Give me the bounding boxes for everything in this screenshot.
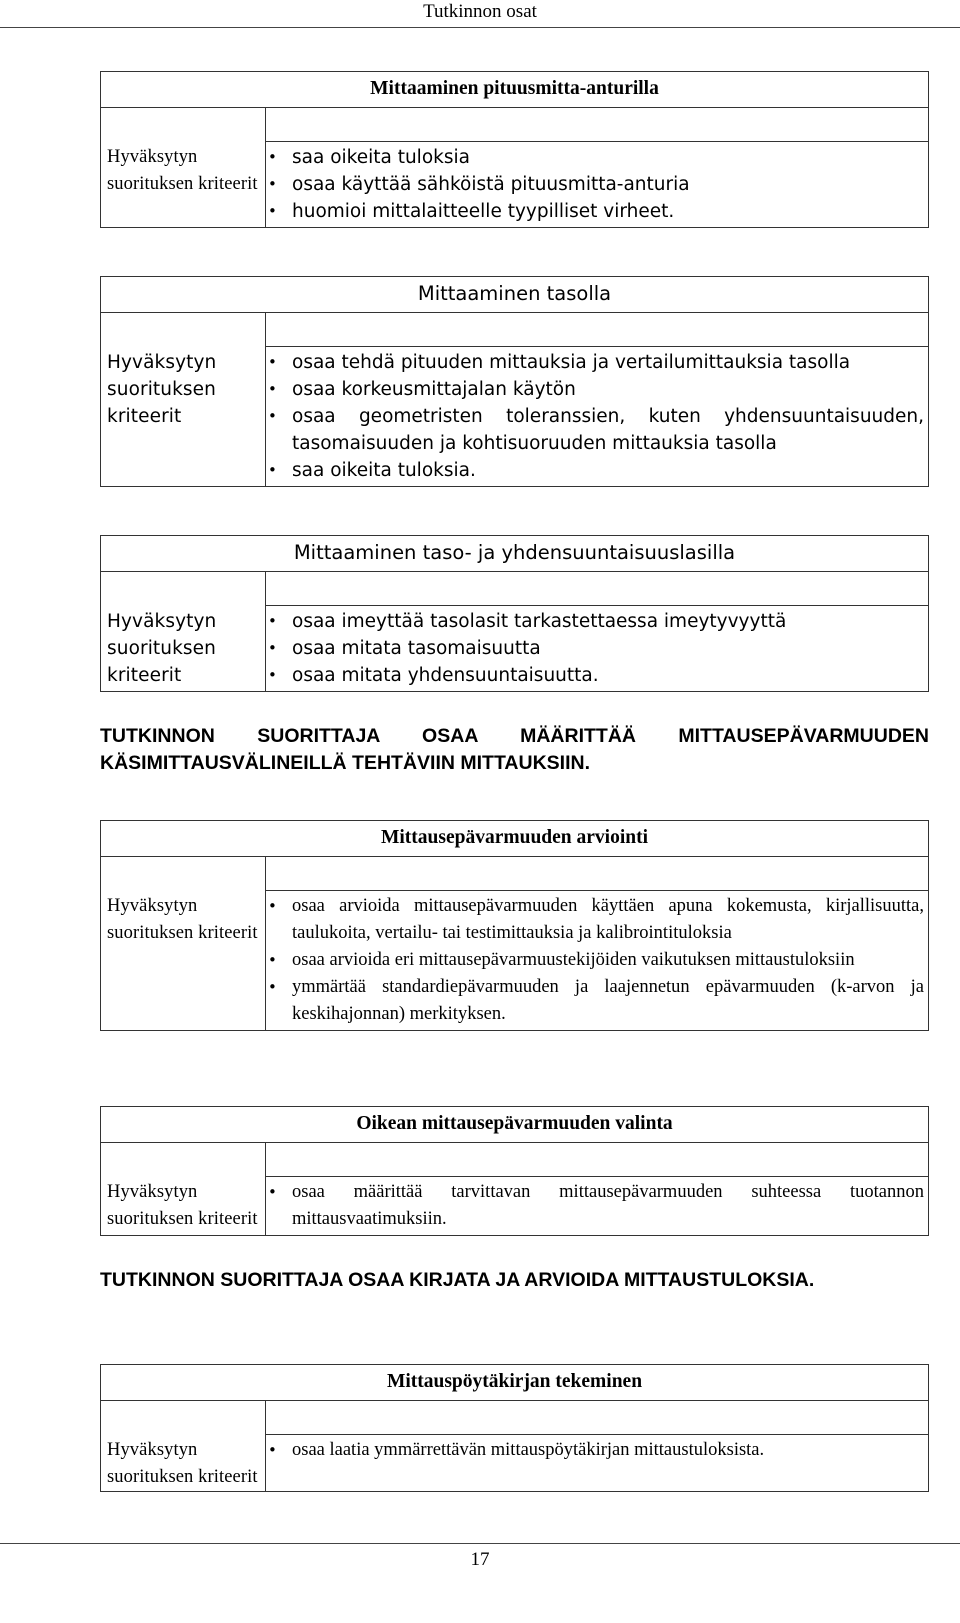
criteria-item: • ymmärtää standardiepävarmuuden ja laajennetun epävarmuuden (k-arvon ja keskihajonnan) merkityksen. — [292, 974, 924, 1028]
criteria-item: • osaa geometristen toleranssien, kuten yhdensuuntaisuuden, tasomaisuuden ja kohtisuoruuden mittauksia tasolla — [292, 403, 924, 457]
criteria-item: • osaa arvioida mittausepävarmuuden käyttäen apuna kokemusta, kirjallisuutta, taulukoita, vertailu- tai testimittauksia ja kalibrointituloksia — [292, 893, 924, 947]
criteria-item: • osaa laatia ymmärrettävän mittauspöytäkirjan mittaustuloksista. — [292, 1437, 924, 1464]
criteria-item: • saa oikeita tuloksia — [292, 144, 924, 171]
criteria-list — [266, 1435, 928, 1466]
criteria-item: • osaa tehdä pituuden mittauksia ja vertailumittauksia tasolla — [292, 349, 924, 376]
criteria-item: • osaa käyttää sähköistä pituusmitta-anturia — [292, 171, 924, 198]
spacer-row — [101, 108, 928, 142]
spacer-row — [101, 572, 928, 606]
criteria-list — [266, 1177, 928, 1235]
criteria-item: • osaa arvioida eri mittausepävarmuustekijöiden vaikutuksen mittaustuloksiin — [292, 947, 924, 974]
footer-rule — [0, 1543, 960, 1544]
criteria-label: Hyväksytyn suorituksen kriteerit — [107, 147, 258, 194]
section-heading: TUTKINNON SUORITTAJA OSAA MÄÄRITTÄÄ MITTAUSEPÄVARMUUDEN KÄSIMITTAUSVÄLINEILLÄ TEHTÄVIIN MITTAUKSIIN. — [100, 725, 929, 774]
section-heading: TUTKINNON SUORITTAJA OSAA KIRJATA JA ARVIOIDA MITTAUSTULOKSIA. — [100, 1269, 815, 1291]
criteria-block-pituusmitta-anturi — [100, 71, 929, 228]
block-title: Oikean mittausepävarmuuden valinta — [101, 1107, 928, 1143]
criteria-row — [101, 606, 928, 691]
criteria-list — [266, 347, 928, 486]
criteria-label: Hyväksytyn suorituksen kriteerit — [107, 611, 217, 686]
criteria-list — [266, 891, 928, 1030]
criteria-label: Hyväksytyn suorituksen kriteerit — [107, 1182, 258, 1229]
criteria-item: • huomioi mittalaitteelle tyypilliset virheet. — [292, 198, 924, 225]
spacer-row — [101, 1401, 928, 1435]
block-title: Mittauspöytäkirjan tekeminen — [101, 1365, 928, 1401]
criteria-label: Hyväksytyn suorituksen kriteerit — [107, 896, 258, 943]
page-number: 17 — [470, 1549, 490, 1570]
spacer-row — [101, 857, 928, 891]
criteria-item: • osaa korkeusmittajalan käytön — [292, 376, 924, 403]
criteria-label: Hyväksytyn suorituksen kriteerit — [107, 352, 217, 427]
header-title: Tutkinnon osat — [423, 1, 537, 22]
criteria-block-arviointi — [100, 820, 929, 1031]
criteria-item: • saa oikeita tuloksia. — [292, 457, 924, 484]
criteria-row — [101, 347, 928, 486]
criteria-list — [266, 142, 928, 227]
criteria-row — [101, 1177, 928, 1235]
spacer-row — [101, 1143, 928, 1177]
criteria-item: • osaa imeyttää tasolasit tarkastettaessa imeytyvyyttä — [292, 608, 924, 635]
criteria-block-poytakirja — [100, 1364, 929, 1492]
criteria-block-tasolla — [100, 276, 929, 487]
criteria-row — [101, 1435, 928, 1491]
spacer-row — [101, 313, 928, 347]
block-title: Mittaaminen tasolla — [101, 277, 928, 313]
criteria-block-valinta — [100, 1106, 929, 1236]
running-header — [0, 0, 960, 28]
criteria-row — [101, 142, 928, 227]
block-title: Mittausepävarmuuden arviointi — [101, 821, 928, 857]
block-title: Mittaaminen taso- ja yhdensuuntaisuuslasilla — [101, 536, 928, 572]
criteria-list — [266, 606, 928, 691]
criteria-row — [101, 891, 928, 1030]
block-title: Mittaaminen pituusmitta-anturilla — [101, 72, 928, 108]
criteria-item: • osaa määrittää tarvittavan mittausepävarmuuden suhteessa tuotannon mittausvaatimuksiin. — [292, 1179, 924, 1233]
criteria-block-tasolasi — [100, 535, 929, 692]
criteria-item: • osaa mitata yhdensuuntaisuutta. — [292, 662, 924, 689]
criteria-item: • osaa mitata tasomaisuutta — [292, 635, 924, 662]
criteria-label: Hyväksytyn suorituksen kriteerit — [107, 1440, 258, 1487]
